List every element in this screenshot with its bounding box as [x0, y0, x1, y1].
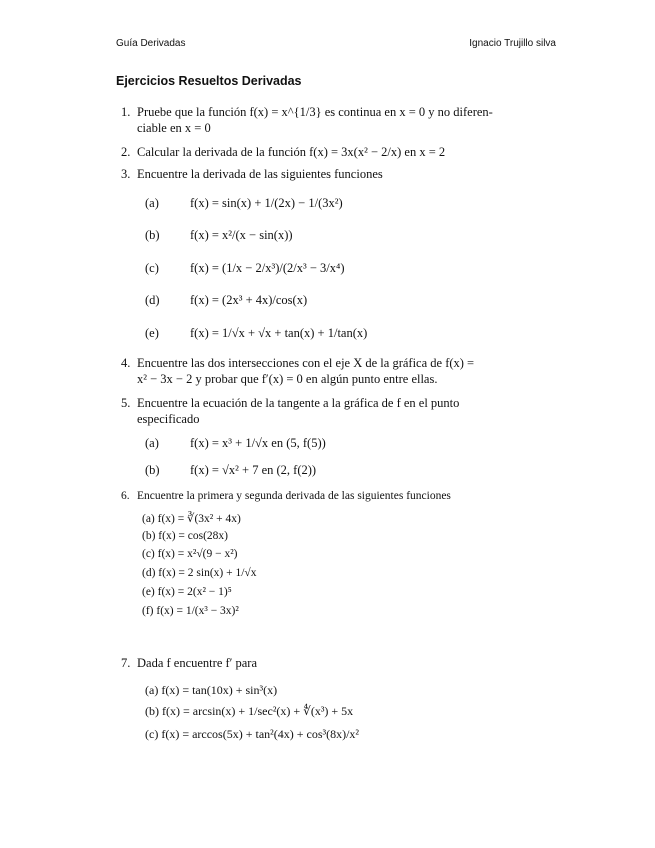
item-label: (a): [142, 513, 155, 525]
item-expression: f(x) = sin(x) + 1/(2x) − 1/(3x²): [190, 196, 343, 210]
item-row: [142, 567, 256, 579]
item-expression: f(x) = arcsin(x) + 1/sec²(x) + ∜(x³) + 5x: [162, 704, 354, 718]
exercise-text: Pruebe que la función f(x) = x^{1/3} es continua en x = 0 y no diferen-: [137, 105, 493, 119]
exercise-text: especificado: [137, 412, 200, 426]
exercise-1: [121, 104, 501, 136]
exercise-text: Dada f encuentre f′ para: [137, 656, 258, 670]
exercise-number: 1.: [121, 105, 131, 119]
item-row: [142, 548, 237, 560]
exercise-number: 2.: [121, 145, 131, 159]
item-row: [142, 586, 232, 598]
item-label: (b): [142, 530, 156, 542]
exercise-number: 7.: [121, 656, 131, 670]
exercise-text: Encuentre la derivada de las siguientes funciones: [137, 167, 383, 181]
item-label: (c): [145, 261, 159, 275]
item-label: (f): [142, 605, 154, 617]
exercise-number: 3.: [121, 167, 131, 181]
item-label: (b): [145, 704, 159, 718]
exercise-text: Calcular la derivada de la función f(x) = 3x(x² − 2/x) en x = 2: [137, 145, 446, 159]
item-expression: f(x) = cos(28x): [158, 530, 229, 542]
item-expression: f(x) = √x² + 7 en (2, f(2)): [190, 463, 317, 477]
exercise-3: [121, 166, 501, 182]
item-label: (e): [142, 586, 155, 598]
item-expression: f(x) = x²/(x − sin(x)): [190, 228, 293, 242]
item-label: (b): [145, 463, 160, 477]
item-expression: f(x) = x³ + 1/√x en (5, f(5)): [190, 436, 326, 450]
document-title: Ejercicios Resueltos Derivadas: [116, 74, 302, 88]
item-label: (b): [145, 228, 160, 242]
item-label: (c): [142, 548, 155, 560]
exercise-text: Encuentre la primera y segunda derivada de las siguientes funciones: [137, 490, 451, 502]
exercise-number: 4.: [121, 356, 131, 370]
item-expression: f(x) = tan(10x) + sin³(x): [161, 683, 278, 697]
exercise-7: [121, 655, 501, 671]
item-expression: f(x) = 2 sin(x) + 1/√x: [158, 567, 257, 579]
item-expression: f(x) = 1/√x + √x + tan(x) + 1/tan(x): [190, 326, 368, 340]
item-label: (e): [145, 326, 159, 340]
item-expression: f(x) = (1/x − 2/x³)/(2/x³ − 3/x⁴): [190, 261, 345, 275]
item-row: [145, 727, 359, 742]
exercise-2: [121, 144, 501, 160]
exercise-text: Encuentre las dos intersecciones con el eje X de la gráfica de f(x) =: [137, 356, 475, 370]
exercise-number: 5.: [121, 396, 131, 410]
exercise-text: ciable en x = 0: [137, 121, 211, 135]
item-label: (a): [145, 683, 159, 697]
exercise-5: [121, 395, 501, 427]
exercise-4: [121, 355, 501, 387]
item-expression: f(x) = (2x³ + 4x)/cos(x): [190, 293, 308, 307]
item-row: [145, 704, 353, 719]
item-label: (d): [142, 567, 156, 579]
item-expression: f(x) = x²√(9 − x²): [157, 548, 238, 560]
item-label: (d): [145, 293, 160, 307]
item-expression: f(x) = 2(x² − 1)⁵: [157, 586, 232, 598]
item-label: (a): [145, 196, 159, 210]
header-left: Guía Derivadas: [116, 38, 186, 49]
header-right: Ignacio Trujillo silva: [469, 38, 556, 49]
item-label: (c): [145, 727, 159, 741]
exercise-number: 6.: [121, 490, 130, 502]
item-label: (a): [145, 436, 159, 450]
item-row: [142, 511, 241, 525]
item-row: [142, 530, 228, 542]
item-expression: f(x) = ∛(3x² + 4x): [157, 513, 241, 525]
item-row: [142, 605, 239, 617]
item-expression: f(x) = arccos(5x) + tan²(4x) + cos³(8x)/x²: [161, 727, 360, 741]
exercise-6: [121, 488, 501, 504]
exercise-text: Encuentre la ecuación de la tangente a la gráfica de f en el punto: [137, 396, 460, 410]
item-row: [145, 683, 277, 698]
exercise-text: x² − 3x − 2 y probar que f′(x) = 0 en algún punto entre ellas.: [137, 372, 438, 386]
item-expression: f(x) = 1/(x³ − 3x)²: [156, 605, 239, 617]
